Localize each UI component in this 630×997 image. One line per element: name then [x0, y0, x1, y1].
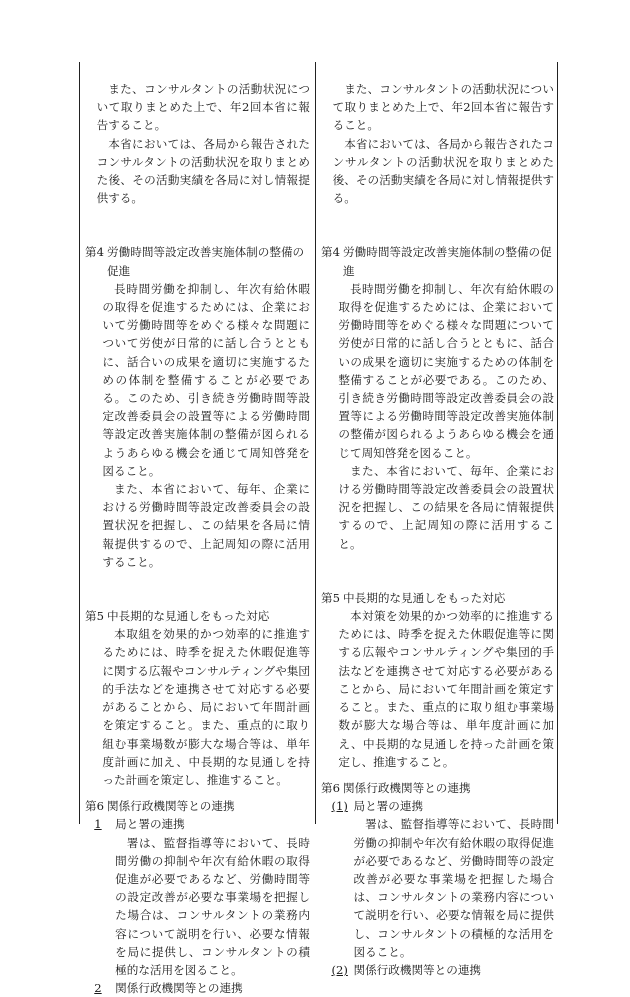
- paragraph-activity-report: また、コンサルタントの活動状況について取りまとめた上で、年2回本省に報告すること。: [332, 82, 554, 133]
- table-border-middle: [315, 62, 316, 824]
- subsection-number: 1: [94, 817, 102, 832]
- section-title: 労働時間等設定改善実施体制の整備の促進: [343, 245, 552, 278]
- section-number: 第5: [321, 590, 340, 605]
- table-border-left: [79, 62, 80, 824]
- subsection-1-heading: [85, 815, 310, 833]
- section-number: 第6: [321, 780, 340, 795]
- paragraph-ministry-info: 本省においては、各局から報告されたコンサルタントの活動状況を取りまとめた後、その活動実績を各局に対し情報提供する。: [332, 136, 554, 206]
- section-5-paragraph: 本取組を効果的かつ効率的に推進するためには、時季を捉えた休暇促進等に関する広報やコンサルティングや集団的手法などを連携させて対応する必要があることから、局において年間計画を策定すること。また、重点的に取り組む事業場数が膨大な場合等は、単年度計画に加え、中長期的な見通しを持った計画を策定し、推進すること。: [102, 627, 310, 787]
- section-number: 第5: [85, 609, 104, 624]
- section-number: 第4: [85, 245, 104, 260]
- section-4-paragraph-1: 長時間労働を抑制し、年次有給休暇の取得を促進するためには、企業において労働時間等をめぐる様々な問題について労使が日常的に話し合うとともに、話合いの成果を適切に実施するための体制を整備することが必要である。このため、引き続き労働時間等設定改善委員会の設置等による労働時間等設定改善実施体制の整備が図られるようあらゆる機会を通じて周知啓発を図ること。: [338, 281, 554, 460]
- section-number: 第6: [85, 799, 104, 814]
- subsection-title: 関係行政機関等との連携: [115, 981, 243, 996]
- subsection-2-heading: [321, 961, 554, 979]
- subsection-number: (2): [331, 962, 348, 977]
- section-5-heading: [321, 589, 554, 607]
- subsection-title: 局と署の連携: [353, 799, 424, 814]
- section-5-paragraph: 本対策を効果的かつ効率的に推進するためには、時季を捉えた休暇促進等に関する広報やコンサルティングや集団的手法などを連携させて対応する必要があることから、局において年間計画を策定すること。また、重点的に取り組む事業場数が膨大な場合等は、単年度計画に加え、中長期的な見通しを持った計画を策定し、推進すること。: [338, 609, 554, 769]
- table-border-right: [557, 62, 558, 824]
- right-column-current-text: [321, 80, 554, 979]
- section-6-heading: [321, 779, 554, 797]
- section-4-heading: [85, 243, 310, 279]
- section-number: 第4: [321, 245, 340, 260]
- section-4-paragraph-1: 長時間労働を抑制し、年次有給休暇の取得を促進するためには、企業において労働時間等をめぐる様々な問題について労使が日常的に話し合うとともに、話合いの成果を適切に実施するための体制を整備することが必要である。このため、引き続き労働時間等設定改善委員会の設置等による労働時間等設定改善実施体制の整備が図られるようあらゆる機会を通じて周知啓発を図ること。: [102, 281, 310, 478]
- section-5-heading: [85, 607, 310, 625]
- section-4-paragraph-2: また、本省において、毎年、企業における労働時間等設定改善委員会の設置状況を把握し、この結果を各局に情報提供するので、上記周知の際に活用すること。: [102, 482, 310, 569]
- subsection-number: (1): [331, 799, 348, 814]
- subsection-title: 関係行政機関等との連携: [353, 962, 482, 977]
- paragraph-activity-report: また、コンサルタントの活動状況について取りまとめた上で、年2回本省に報告すること。: [96, 82, 310, 133]
- section-title: 中長期的な見通しをもった対応: [107, 609, 270, 624]
- section-6-heading: [85, 797, 310, 815]
- subsection-2-heading: [85, 979, 310, 997]
- section-title: 関係行政機関等との連携: [107, 799, 235, 814]
- section-4-paragraph-2: また、本省において、毎年、企業における労働時間等設定改善委員会の設置状況を把握し、この結果を各局に情報提供するので、上記周知の際に活用すること。: [338, 463, 554, 551]
- section-title: 労働時間等設定改善実施体制の整備の促進: [107, 245, 305, 278]
- section-4-heading: [321, 243, 554, 279]
- section-title: 中長期的な見通しをもった対応: [343, 590, 506, 605]
- left-column-revised-text: [85, 80, 310, 997]
- subsection-title: 局と署の連携: [115, 817, 185, 832]
- subsection-1-heading: [321, 797, 554, 815]
- subsection-number: 2: [94, 981, 102, 996]
- paragraph-ministry-info: 本省においては、各局から報告されたコンサルタントの活動状況を取りまとめた後、その活動実績を各局に対し情報提供する。: [96, 136, 310, 206]
- subsection-1-paragraph: 署は、監督指導等において、長時間労働の抑制や年次有給休暇の取得促進が必要であるなど、労働時間等の設定改善が必要な事業場を把握した場合は、コンサルタントの業務内容について説明を行い、必要な情報を局に提供し、コンサルタントの積極的な活用を図ること。: [353, 817, 554, 959]
- section-title: 関係行政機関等との連携: [343, 780, 471, 795]
- subsection-1-paragraph: 署は、監督指導等において、長時間労働の抑制や年次有給休暇の取得促進が必要であるなど、労働時間等の設定改善が必要な事業場を把握した場合は、コンサルタントの業務内容について説明を行い、必要な情報を局に提供し、コンサルタントの積極的な活用を図ること。: [115, 835, 310, 977]
